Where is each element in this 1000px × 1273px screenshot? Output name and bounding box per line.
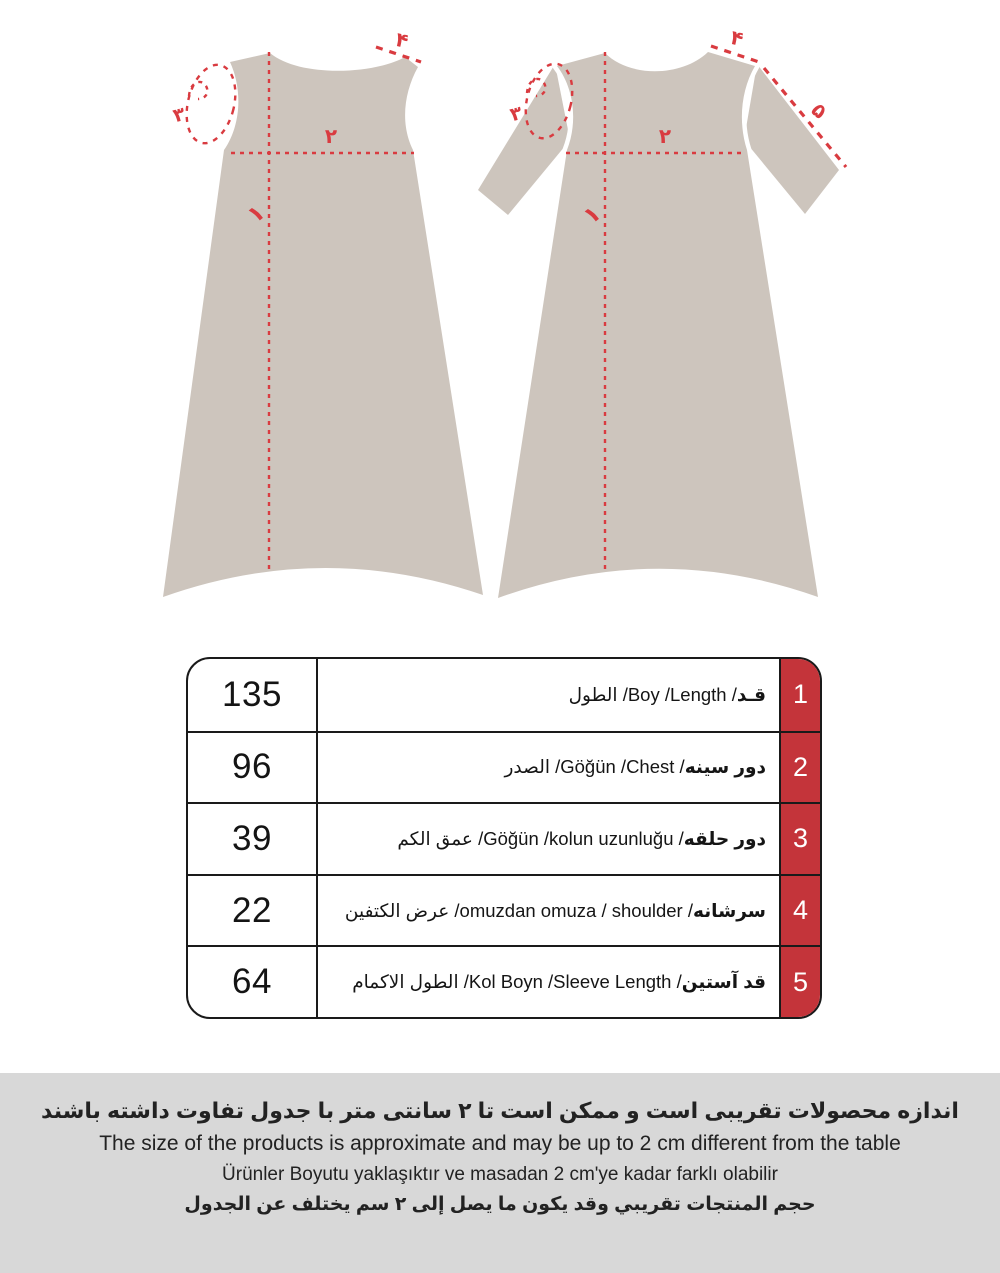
- measurement-label: قد آستین/ Kol Boyn /Sleeve Length/ الطول الاكمام: [318, 947, 781, 1017]
- label-3-armhole: ۳: [170, 102, 188, 128]
- sleeveless-dress-figure: [163, 27, 483, 597]
- measurement-value: 64: [188, 947, 318, 1017]
- table-row: [188, 659, 820, 731]
- table-row: [188, 945, 820, 1017]
- row-number-badge: 5: [781, 947, 820, 1017]
- measurement-value: 39: [188, 804, 318, 874]
- size-chart-table: [186, 657, 822, 1019]
- disclaimer-persian: اندازه محصولات تقریبی است و ممکن است تا ۲ سانتی متر با جدول تفاوت داشته باشند: [41, 1098, 959, 1123]
- measurement-label: دور حلقه/ Göğün /kolun uzunluğu/ عمق الكم: [318, 804, 781, 874]
- label-3-armhole: ۳: [507, 101, 525, 127]
- measurement-value: 22: [188, 876, 318, 946]
- armhole-loop-curl: [189, 82, 207, 99]
- measurement-value: 96: [188, 733, 318, 803]
- row-number-badge: 2: [781, 733, 820, 803]
- right-sleeve: [744, 64, 839, 214]
- sleeved-dress-figure: [478, 25, 846, 598]
- label-5-sleeve-length: ۵: [806, 97, 832, 124]
- row-number-badge: 3: [781, 804, 820, 874]
- label-2-chest: ۲: [324, 124, 338, 148]
- table-row: [188, 874, 820, 946]
- disclaimer-english: The size of the products is approximate and may be up to 2 cm different from the table: [99, 1132, 901, 1155]
- label-4-shoulder: ۴: [393, 26, 411, 54]
- disclaimer-arabic: حجم المنتجات تقريبي وقد يكون ما يصل إلى ٢ سم يختلف عن الجدول: [184, 1194, 816, 1215]
- label-1-length: ۱: [578, 200, 606, 230]
- measurement-value: 135: [188, 659, 318, 731]
- dress-body: [163, 53, 483, 597]
- label-1-length: ۱: [242, 199, 270, 229]
- table-row: [188, 731, 820, 803]
- measurement-label: سرشانه/ omuzdan omuza / shoulder/ عرض الكتفين: [318, 876, 781, 946]
- disclaimer-footer: [0, 1073, 1000, 1273]
- left-sleeve: [478, 64, 570, 215]
- measurement-label: قـد/ Boy /Length/ الطول: [318, 659, 781, 731]
- table-row: [188, 802, 820, 874]
- label-4-shoulder: ۴: [728, 24, 746, 52]
- disclaimer-turkish: Ürünler Boyutu yaklaşıktır ve masadan 2 cm'ye kadar farklı olabilir: [222, 1164, 778, 1185]
- row-number-badge: 1: [781, 659, 820, 731]
- label-2-chest: ۲: [658, 124, 672, 148]
- measurement-label: دور سینه/ Göğün /Chest/ الصدر: [318, 733, 781, 803]
- row-number-badge: 4: [781, 876, 820, 946]
